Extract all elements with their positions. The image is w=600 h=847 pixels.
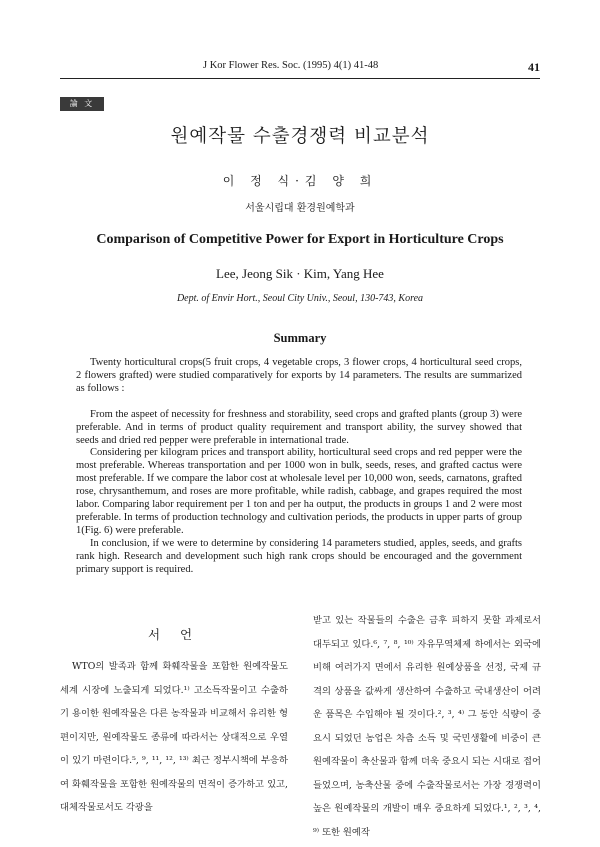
english-title: Comparison of Competitive Power for Export in Horticulture Crops: [96, 232, 504, 247]
summary-heading: Summary: [273, 331, 327, 345]
intro-paragraph: WTO의 발족과 함께 화훼작물을 포함한 원예작물도 세계 시장에 노출되게 되었다.¹⁾ 고소득작물이고 수출하기 용이한 원예작물은 다른 농작물과 비교해서 유리한 형편이지만, 원예작물도 종류에 따라서는 상대적으로 우열이 있기 마련이다.⁵, ⁹, ¹¹, ¹², ¹³⁾ 최근 정부시책에 부응하여 화훼작물을 포함한 원예작물의 면적이 증가하고 있고, 대체작물로서도 각광을: [60, 661, 288, 813]
korean-title: 원예작물 수출경쟁력 비교분석: [170, 126, 430, 147]
summary-paragraph: In conclusion, if we were to determine by considering 14 parameters studied, apples, seeds, and grafts rank high. Research and development such high rank crops should be encouraged and the government primary support is required.: [76, 537, 522, 575]
english-authors: Lee, Jeong Sik · Kim, Yang Hee: [216, 266, 384, 281]
left-column: [60, 609, 288, 820]
summary-paragraph: From the aspeet of necessity for freshness and storability, seed crops and grafted plants (group 3) were preferable. And in terms of product quality requirement and transport ability, the survey showed that seeds and dried red pepper were preferable in international trade.: [76, 408, 522, 446]
introduction-heading: 서 언: [147, 627, 201, 642]
article-type-badge: 論 文: [60, 97, 104, 111]
intro-paragraph: 받고 있는 작물들의 수출은 금후 피하지 못할 과제로서 대두되고 있다.⁶, ⁷, ⁸, ¹⁰⁾ 자유무역체제 하에서는 외국에 비해 여러가지 면에서 유리한 원예상품을 선정, 국제 규격의 상품을 값싸게 생산하여 수출하고 국내생산이 어려운 품목은 수입해야 될 것이다.², ³, ⁴⁾ 그 동안 식량이 중요시 되었던 농업은 차츰 소득 및 국민생활에 비중이 큰 원예작물이 축산물과 함께 더욱 중요시 되는 시대로 접어들었으며, 농축산물 중에 수출작물로서는 가장 경쟁력이 높은 원예작물의 개발이 매우 중요하게 되었다.¹, ², ³, ⁴, ⁹⁾ 또한 원예작: [313, 615, 541, 838]
journal-citation: J Kor Flower Res. Soc. (1995) 4(1) 41-48: [203, 60, 379, 71]
korean-authors: 이 정 식·김 양 희: [222, 174, 378, 188]
right-column: [313, 609, 541, 844]
english-affiliation: Dept. of Envir Hort., Seoul City Univ., Seoul, 130-743, Korea: [176, 293, 424, 304]
page-number: 41: [528, 60, 540, 74]
summary-body: [76, 357, 522, 577]
korean-affiliation: 서울시립대 환경원예학과: [245, 203, 355, 214]
header-rule: [60, 78, 540, 79]
summary-paragraph: Twenty horticultural crops(5 fruit crops, 4 vegetable crops, 3 flower crops, 4 horticultural seed crops, 2 flowers grafted) were studied comparatively for exports by 14 parameters. The results are summarized as follows :: [76, 357, 522, 394]
summary-paragraph: Considering per kilogram prices and transport ability, horticultural seed crops and red pepper were the most preferable. Whereas transportation and per 1000 won in bulk, seeds, reses, and grafted cactus were most preferable. If we compare the labor cost at wholesale level per 10,000 won, seeds, carnatons, grafted rose, chrysanthemum, and roses are more profitable, while radish, cabbage, and grapes required the most labor. Comparing labor requirement per 1 ton and per ha output, the products in groups 1 and 2 were most preferable. In terms of production technology and cultivation periods, the products in upper parts of group 1(Fig. 6) were preferable.: [76, 447, 522, 536]
